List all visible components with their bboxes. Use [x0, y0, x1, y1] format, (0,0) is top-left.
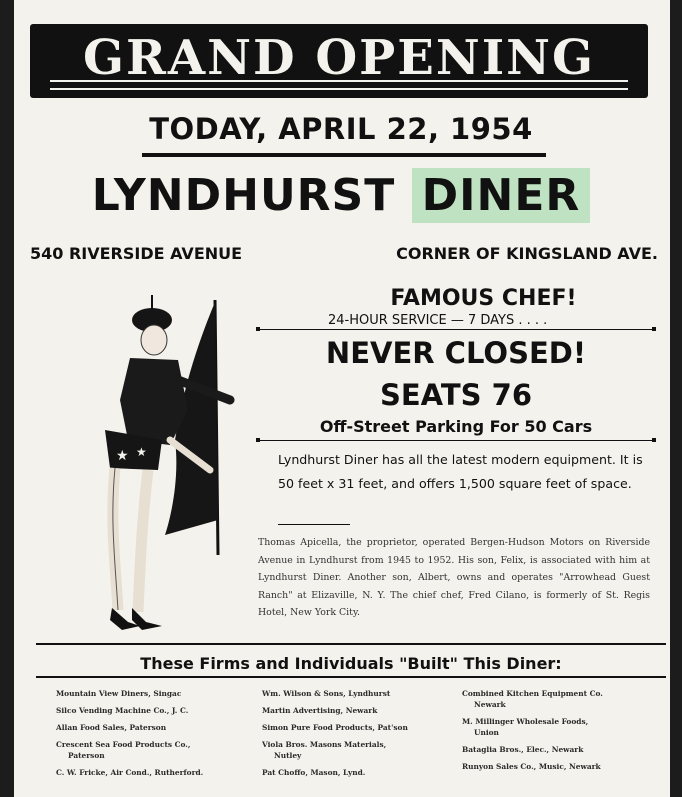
title-rule [142, 153, 546, 157]
proprietor-paragraph: Thomas Apicella, the proprietor, operated Bergen-Hudson Motors on Riverside Avenue in Lyndhurst from 1945 to 1952. His son, Felix, is associated with him at Lyndhurst Diner. Another son, Albert, owns and operates "Arrowhead Guest Ranch" at Elizaville, N. Y. The chief chef, Fred Cilano, is formerly of St. Regis Hotel, New York City. [258, 537, 650, 619]
grand-opening-banner [30, 24, 648, 98]
firms-rule-bottom [36, 676, 666, 678]
firm-entry: Allan Food Sales, Paterson [56, 723, 167, 732]
seats-heading: SEATS 76 [379, 378, 532, 412]
diner-name-part1: LYNDHURST [91, 170, 396, 221]
parking-line: Off-Street Parking For 50 Cars [319, 417, 593, 436]
service-hours: 24-HOUR SERVICE — 7 DAYS . . . . [328, 313, 548, 328]
firm-entry: Combined Kitchen Equipment Co. Newark [462, 689, 603, 709]
firm-entry: Simon Pure Food Products, Pat'son [262, 723, 408, 732]
svg-text:★: ★ [136, 445, 147, 459]
diner-name-highlight: DINER [412, 168, 591, 223]
feature-rule-top [256, 329, 656, 330]
equipment-paragraph: Lyndhurst Diner has all the latest modern equipment. It is 50 feet x 31 feet, and offers 1,500 square feet of space. [278, 452, 643, 491]
corner-address: CORNER OF KINGSLAND AVE. [396, 244, 658, 263]
firms-heading: These Firms and Individuals "Built" This Diner: [140, 654, 562, 673]
banner-flourish [50, 80, 628, 90]
firm-entry: Crescent Sea Food Products Co., Paterson [56, 740, 191, 760]
firms-column-3 [462, 688, 652, 778]
feature-rule-bottom [256, 440, 656, 441]
short-divider [278, 524, 350, 525]
famous-chef-heading: FAMOUS CHEF! [390, 286, 577, 311]
majorette-face [141, 325, 167, 355]
firm-entry: Runyon Sales Co., Music, Newark [462, 762, 601, 771]
diner-name [0, 170, 682, 221]
firms-column-1 [56, 688, 246, 784]
firm-entry: Wm. Wilson & Sons, Lyndhurst [262, 689, 391, 698]
banner-title: GRAND OPENING [82, 30, 596, 86]
date-line: TODAY, APRIL 22, 1954 [149, 112, 533, 146]
firm-entry: Mountain View Diners, Singac [56, 689, 182, 698]
firm-entry: Silco Vending Machine Co., J. C. [56, 706, 189, 715]
firm-entry: Martin Advertising, Newark [262, 706, 378, 715]
firm-entry: Bataglia Bros., Elec., Newark [462, 745, 584, 754]
firm-entry: Pat Choffo, Mason, Lynd. [262, 768, 366, 777]
firm-entry: C. W. Fricke, Air Cond., Rutherford. [56, 768, 204, 777]
majorette-illustration [70, 290, 250, 640]
firms-column-2 [262, 688, 457, 784]
firm-entry: M. Millinger Wholesale Foods, Union [462, 717, 589, 737]
firms-rule-top [36, 643, 666, 645]
street-address: 540 RIVERSIDE AVENUE [30, 244, 243, 263]
never-closed-heading: NEVER CLOSED! [325, 336, 587, 370]
svg-text:★: ★ [116, 448, 129, 464]
majorette-leg-right [138, 470, 148, 612]
firm-entry: Viola Bros. Masons Materials, Nutley [262, 740, 387, 760]
